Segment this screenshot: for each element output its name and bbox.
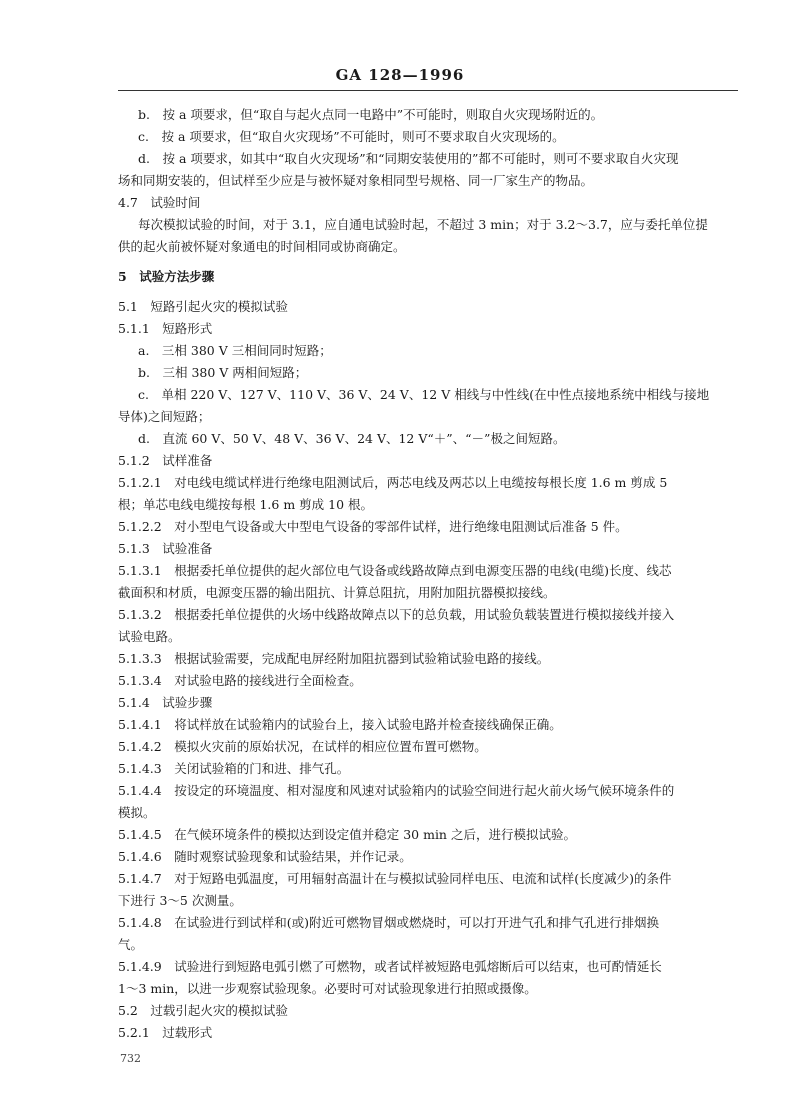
text-line: 场和同期安装的，但试样至少应是与被怀疑对象相同型号规格、同一厂家生产的物品。 [118, 173, 594, 188]
text-line: 5.1.4.6 随时观察试验现象和试验结果，并作记录。 [118, 849, 412, 864]
text-line: 截面积和材质，电源变压器的输出阻抗、计算总阻抗，用附加阻抗器模拟接线。 [118, 585, 556, 600]
text-line: 5.1.3.4 对试验电路的接线进行全面检查。 [118, 673, 362, 688]
text-line: 5.1.4.5 在气候环境条件的模拟达到设定值并稳定 30 min 之后，进行模拟试验。 [118, 827, 576, 842]
text-line: 试验电路。 [118, 629, 181, 644]
text-line: 供的起火前被怀疑对象通电的时间相同或协商确定。 [118, 239, 406, 254]
text-line: 1～3 min，以进一步观察试验现象。必要时可对试验现象进行拍照或摄像。 [118, 981, 537, 996]
text-line: 5.1.4.9 试验进行到短路电弧引燃了可燃物，或者试样被短路电弧熔断后可以结束，也可酌情延长 [118, 959, 662, 974]
text-line: 模拟。 [118, 805, 156, 820]
section-heading: 5.1.3 试验准备 [118, 541, 213, 556]
text-line: c. 单相 220 V、127 V、110 V、36 V、24 V、12 V 相线与中性线(在中性点接地系统中相线与接地 [138, 387, 710, 402]
chapter-heading: 5 试验方法步骤 [118, 269, 215, 284]
text-line: 导体)之间短路； [118, 409, 211, 424]
text-line: 5.1.2.2 对小型电气设备或大中型电气设备的零部件试样，进行绝缘电阻测试后准备 5 件。 [118, 519, 628, 534]
section-heading: 5.1.4 试验步骤 [118, 695, 213, 710]
doc-header-code: GA 128—1996 [335, 66, 465, 84]
text-line: 5.1.3.1 根据委托单位提供的起火部位电气设备或线路故障点到电源变压器的电线(电缆)长度、线芯 [118, 563, 672, 578]
text-line: 5.1.4.8 在试验进行到试样和(或)附近可燃物冒烟或燃烧时，可以打开进气孔和排气孔进行排烟换 [118, 915, 659, 930]
page-number: 732 [120, 1052, 141, 1065]
header-rule [118, 90, 738, 91]
text-line: 下进行 3～5 次测量。 [118, 893, 242, 908]
text-line: a. 三相 380 V 三相间同时短路； [138, 343, 332, 358]
section-heading: 4.7 试验时间 [118, 195, 201, 210]
section-heading: 5.1.1 短路形式 [118, 321, 213, 336]
text-line: b. 三相 380 V 两相间短路； [138, 365, 308, 380]
text-line: 5.1.3.2 根据委托单位提供的火场中线路故障点以下的总负载，用试验负载装置进行模拟接线并接入 [118, 607, 675, 622]
text-line: 5.1.4.7 对于短路电弧温度，可用辐射高温计在与模拟试验同样电压、电流和试样(长度减少)的条件 [118, 871, 672, 886]
text-line: b. 按 a 项要求，但“取自与起火点同一电路中”不可能时，则取自火灾现场附近的。 [138, 107, 604, 122]
text-line: 5.1.3.3 根据试验需要，完成配电屏经附加阻抗器到试验箱试验电路的接线。 [118, 651, 550, 666]
text-line: 每次模拟试验的时间，对于 3.1，应自通电试验时起，不超过 3 min；对于 3.2～3.7，应与委托单位提 [138, 217, 708, 232]
section-heading: 5.2.1 过载形式 [118, 1025, 213, 1040]
text-line: c. 按 a 项要求，但“取自火灾现场”不可能时，则可不要求取自火灾现场的。 [138, 129, 565, 144]
section-heading: 5.2 过载引起火灾的模拟试验 [118, 1003, 288, 1018]
text-line: 根；单芯电线电缆按每根 1.6 m 剪成 10 根。 [118, 497, 374, 512]
text-line: 5.1.2.1 对电线电缆试样进行绝缘电阻测试后，两芯电线及两芯以上电缆按每根长度 1.6 m 剪成 5 [118, 475, 668, 490]
text-line: d. 直流 60 V、50 V、48 V、36 V、24 V、12 V“＋”、“－”极之间短路。 [138, 431, 566, 446]
text-line: 5.1.4.1 将试样放在试验箱内的试验台上，接入试验电路并检查接线确保正确。 [118, 717, 562, 732]
text-line: 5.1.4.4 按设定的环境温度、相对湿度和风速对试验箱内的试验空间进行起火前火场气候环境条件的 [118, 783, 675, 798]
section-heading: 5.1 短路引起火灾的模拟试验 [118, 299, 288, 314]
text-line: 5.1.4.2 模拟火灾前的原始状况，在试样的相应位置布置可燃物。 [118, 739, 487, 754]
section-heading: 5.1.2 试样准备 [118, 453, 213, 468]
text-line: 气。 [118, 937, 144, 952]
text-line: 5.1.4.3 关闭试验箱的门和进、排气孔。 [118, 761, 350, 776]
text-line: d. 按 a 项要求，如其中“取自火灾现场”和“同期安装使用的”都不可能时，则可不要求取自火灾现 [138, 151, 679, 166]
